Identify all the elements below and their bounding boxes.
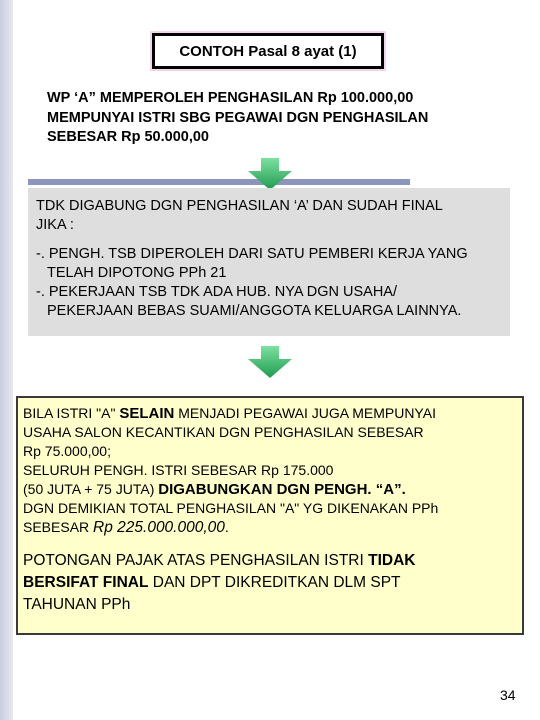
down-arrow-icon bbox=[248, 346, 292, 378]
example-line bbox=[23, 480, 518, 499]
page-number: 34 bbox=[500, 687, 516, 703]
condition-line: -. PEKERJAAN TSB TDK ADA HUB. NYA DGN USAHA/ bbox=[36, 284, 397, 300]
condition-box bbox=[28, 188, 510, 336]
condition-line: TELAH DIPOTONG PPh 21 bbox=[47, 265, 227, 281]
text: MENJADI PEGAWAI JUGA MEMPUNYAI bbox=[174, 405, 436, 421]
condition-item bbox=[36, 283, 504, 321]
condition-line: -. PENGH. TSB DIPEROLEH DARI SATU PEMBERI KERJA YANG bbox=[36, 246, 468, 262]
final-line bbox=[23, 550, 518, 572]
text: BILA ISTRI "A" bbox=[23, 405, 120, 421]
example-line: USAHA SALON KECANTIKAN DGN PENGHASILAN SEBESAR bbox=[23, 424, 424, 440]
intro-line: WP ‘A” MEMPEROLEH PENGHASILAN Rp 100.000,00 bbox=[47, 90, 414, 106]
text: SEBESAR bbox=[23, 519, 94, 535]
condition-item bbox=[36, 245, 504, 283]
text: DAN DPT DIKREDITKAN DLM SPT bbox=[148, 574, 401, 591]
left-decorative-bar bbox=[0, 0, 13, 720]
text: POTONGAN PAJAK ATAS PENGHASILAN ISTRI bbox=[23, 552, 369, 569]
horizontal-rule bbox=[28, 179, 410, 185]
emphasis: TIDAK bbox=[368, 552, 416, 569]
example-line bbox=[23, 404, 518, 423]
total-amount: Rp 225.000.000,00 bbox=[93, 519, 225, 536]
example-line bbox=[23, 518, 518, 537]
text: . bbox=[224, 519, 229, 535]
intro-text bbox=[47, 89, 517, 148]
example-box bbox=[16, 396, 524, 635]
intro-line: SEBESAR Rp 50.000,00 bbox=[47, 129, 209, 145]
condition-heading: JIKA : bbox=[36, 217, 74, 233]
condition-line: PEKERJAAN BEBAS SUAMI/ANGGOTA KELUARGA LAINNYA. bbox=[47, 303, 462, 319]
example-line: DGN DEMIKIAN TOTAL PENGHASILAN "A" YG DIKENAKAN PPh bbox=[23, 500, 439, 516]
example-line: SELURUH PENGH. ISTRI SEBESAR Rp 175.000 bbox=[23, 462, 334, 478]
slide-title: CONTOH Pasal 8 ayat (1) bbox=[179, 42, 357, 60]
final-line bbox=[23, 572, 518, 594]
emphasis: DIGABUNGKAN DGN PENGH. “A”. bbox=[158, 481, 406, 498]
down-arrow-icon bbox=[248, 158, 292, 190]
intro-line: MEMPUNYAI ISTRI SBG PEGAWAI DGN PENGHASILAN bbox=[47, 109, 429, 126]
emphasis: BERSIFAT FINAL bbox=[23, 574, 149, 591]
emphasis: SELAIN bbox=[119, 405, 175, 422]
slide-title-box bbox=[152, 33, 384, 69]
final-line: TAHUNAN PPh bbox=[23, 596, 131, 613]
text: (50 JUTA + 75 JUTA) bbox=[23, 481, 159, 497]
condition-heading: TDK DIGABUNG DGN PENGHASILAN ‘A’ DAN SUDAH FINAL bbox=[36, 198, 443, 214]
final-note bbox=[23, 550, 518, 616]
example-line: Rp 75.000,00; bbox=[23, 443, 111, 459]
